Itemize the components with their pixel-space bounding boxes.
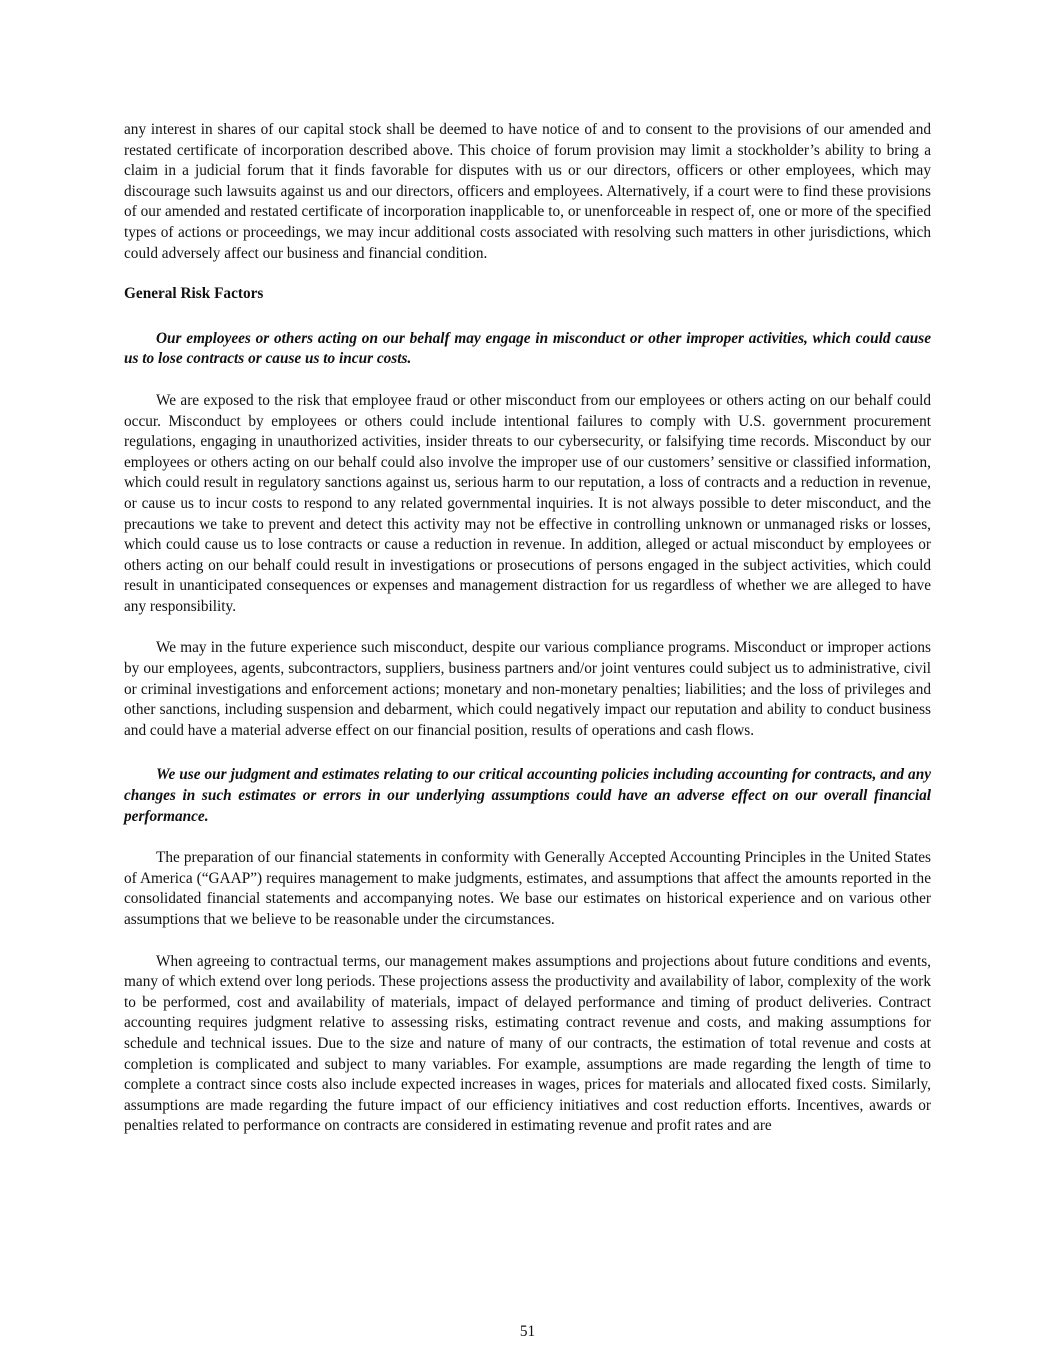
risk-heading-misconduct: Our employees or others acting on our behalf may engage in misconduct or other improper activities, which could cause us to lose contracts or cause us to incur costs.: [124, 329, 931, 368]
paragraph-misconduct-future: We may in the future experience such misconduct, despite our various compliance programs. Misconduct or improper actions by our employees, agents, subcontractors, suppliers, business partners and/or joint ventures could subject us to administrative, civil or criminal investigations and enforcement actions; monetary and non-monetary penalties; liabilities; and the loss of privileges and other sanctions, including suspension and debarment, which could negatively impact our reputation and ability to conduct business and could have a material adverse effect on our financial position, results of operations and cash flows.: [124, 639, 931, 739]
risk-heading-accounting-estimates: We use our judgment and estimates relating to our critical accounting policies including accounting for contracts, and any changes in such estimates or errors in our underlying assumptions could have an adverse effect on our overall financial performance.: [124, 766, 931, 825]
paragraph-contractual-terms: When agreeing to contractual terms, our management makes assumptions and projections about future conditions and events, many of which extend over long periods. These projections assess the productivity and availability of labor, complexity of the work to be performed, cost and availability of materials, impact of delayed performance and timing of product deliveries. Contract accounting requires judgment relative to assessing risks, estimating contract revenue and costs, and making assumptions for schedule and technical issues. Due to the size and nature of many of our contracts, the estimation of total revenue and costs at completion is complicated and subject to many variables. For example, assumptions are made regarding the length of time to complete a contract since costs also include expected increases in wages, prices for materials and allocated fixed costs. Similarly, assumptions are made regarding the future impact of our efficiency initiatives and cost reduction efforts. Incentives, awards or penalties related to performance on contracts are considered in estimating revenue and profit rates and are: [124, 952, 931, 1135]
paragraph-gaap-preparation: The preparation of our financial statements in conformity with Generally Accepted Accounting Principles in the United States of America (“GAAP”) requires management to make judgments, estimates, and assumptions that affect the amounts reported in the consolidated financial statements and accompanying notes. We base our estimates on historical experience and on various other assumptions that we believe to be reasonable under the circumstances.: [124, 849, 931, 928]
section-heading-general-risk-factors: General Risk Factors: [124, 285, 264, 303]
paragraph-misconduct-exposure: We are exposed to the risk that employee fraud or other misconduct from our employees or others acting on our behalf could occur. Misconduct by employees or others could include intentional failures to comply with U.S. government procurement regulations, engaging in unauthorized activities, insider threats to our cybersecurity, or falsifying time records. Misconduct by our employees or others acting on our behalf could also involve the improper use of our customers’ sensitive or classified information, which could result in regulatory sanctions against us, serious harm to our reputation, a loss of contracts and a reduction in revenue, or cause us to incur costs to respond to any related governmental inquiries. It is not always possible to deter misconduct, and the precautions we take to prevent and detect this activity may not be effective in controlling unknown or unmanaged risks or losses, which could cause us to lose contracts or cause a reduction in revenue. In addition, alleged or actual misconduct by employees or others acting on our behalf could result in investigations or prosecutions of persons engaged in the subject activities, which could result in unanticipated consequences or expenses and management distraction for us regardless of whether we are alleged to have any responsibility.: [124, 391, 931, 615]
paragraph-forum-provision: any interest in shares of our capital stock shall be deemed to have notice of and to consent to the provisions of our amended and restated certificate of incorporation described above. This choice of forum provision may limit a stockholder’s ability to bring a claim in a judicial forum that it finds favorable for disputes with us or our directors, officers or other employees, which may discourage such lawsuits against us and our directors, officers and employees. Alternatively, if a court were to find these provisions of our amended and restated certificate of incorporation inapplicable to, or unenforceable in respect of, one or more of the specified types of actions or proceedings, we may incur additional costs associated with resolving such matters in other jurisdictions, which could adversely affect our business and financial condition.: [124, 121, 931, 262]
document-page: [124, 120, 931, 1137]
page-number: 51: [519, 1323, 536, 1340]
